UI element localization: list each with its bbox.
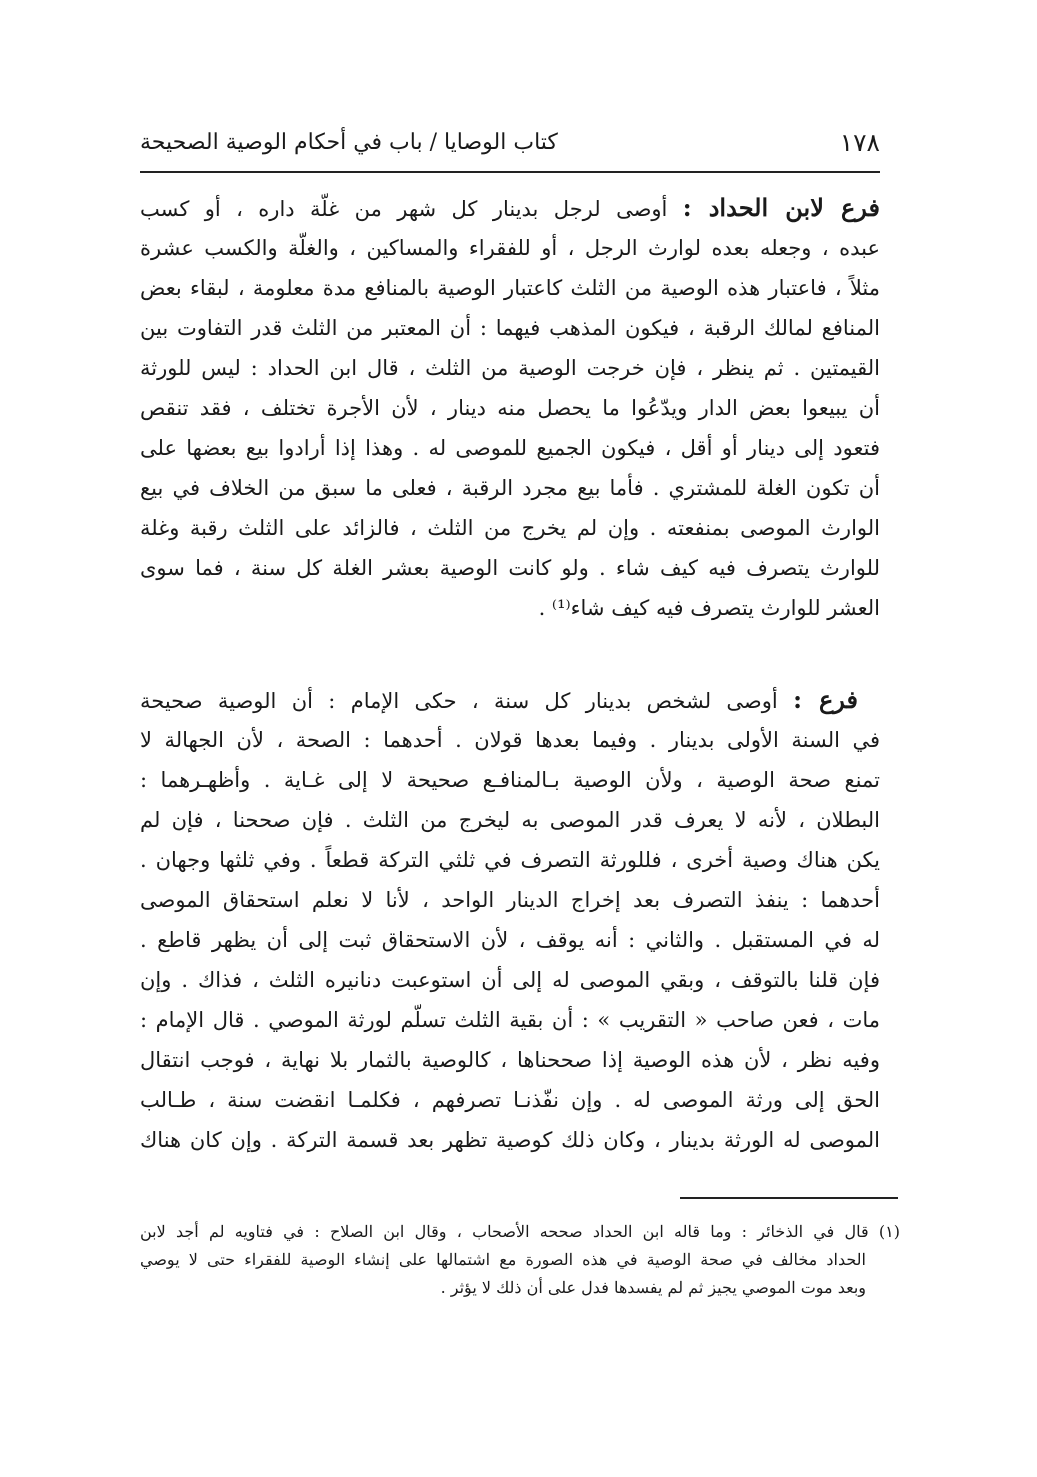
paragraph-line: أن يبيعوا بعض الدار ويدّعُوا ما يحصل منه دينار ، لأن الأجرة تختلف ، فقد تنقص — [140, 396, 880, 420]
paragraph-line: له في المستقبل . والثاني : أنه يوقف ، لأن الاستحقاق ثبت إلى أن يظهر قاطع . — [140, 928, 880, 952]
paragraph-line: القيمتين . ثم ينظر ، فإن خرجت الوصية من الثلث ، قال ابن الحداد : ليس للورثة — [140, 356, 880, 380]
footnote-line: وبعد موت الموصي يجيز ثم لم يفسدها فدل على أن ذلك لا يؤثر . — [440, 1278, 866, 1297]
paragraph-line: أن تكون الغلة للمشتري . فأما بيع مجرد الرقبة ، فعلى ما سبق من الخلاف في بيع — [140, 476, 880, 500]
paragraph-line: مثلاً ، فاعتبار هذه الوصية من الثلث كاعتبار الوصية بالمنافع مدة معلومة ، لبقاء بعض — [140, 276, 880, 300]
footnote-divider — [680, 1197, 898, 1199]
footnote-line: (١) قال في الذخائر : وما قاله ابن الحداد صححه الأصحاب ، وقال ابن الصلاح : في فتاويه لم أجد لابن — [140, 1222, 900, 1241]
paragraph-line: مات ، فعن صاحب « التقريب » : أن بقية الثلث تسلّم لورثة الموصي . قال الإمام : — [140, 1008, 880, 1032]
page-header — [140, 118, 880, 170]
paragraph-line: المنافع لمالك الرقبة ، فيكون المذهب فيهما : أن المعتبر من الثلث قدر التفاوت بين — [140, 316, 880, 340]
paragraph-line: للوارث يتصرف فيه كيف شاء . ولو كانت الوصية بعشر الغلة كل سنة ، فما سوى — [140, 556, 880, 580]
footnote — [140, 1218, 900, 1302]
paragraph-line: تمنع صحة الوصية ، ولأن الوصية بـالمنافـع صحيحة لا إلى غـاية . وأظهـرهما : — [140, 768, 880, 792]
paragraph-line: أحدهما : ينفذ التصرف بعد إخراج الدينار الواحد ، لأنا لا نعلم استحقاق الموصى — [140, 888, 880, 912]
paragraph-line: الحق إلى ورثة الموصى له . وإن نفّذنـا تصرفهم ، فكلمـا انقضت سنة ، طـالب — [140, 1088, 880, 1112]
footnote-number: (١) — [878, 1222, 900, 1241]
paragraph-line: فرع : أوصى لشخص بدينار كل سنة ، حكى الإمام : أن الوصية صحيحة — [140, 685, 858, 714]
paragraph-line: الوارث الموصى بمنفعته . وإن لم يخرج من الثلث ، فالزائد على الثلث رقبة وغلة — [140, 516, 880, 540]
page-number: ١٧٨ — [839, 128, 880, 157]
section-yearly-dinar — [140, 680, 880, 1160]
paragraph-line: يكن هناك وصية أخرى ، فللورثة التصرف في ثلثي التركة قطعاً . وفي ثلثها وجهان . — [140, 848, 880, 872]
paragraph-line: البطلان ، لأنه لا يعرف قدر الموصى به ليخرج من الثلث . فإن صححنا ، فإن لم — [140, 808, 880, 832]
section-ibn-haddad — [140, 188, 880, 628]
paragraph-line: الموصى له الورثة بدينار ، وكان ذلك كوصية تظهر بعد قسمة التركة . وإن كان هناك — [140, 1128, 880, 1152]
paragraph-line: فإن قلنا بالتوقف ، وبقي الموصى له إلى أن استوعبت دنانيره الثلث ، فذاك . وإن — [140, 968, 880, 992]
paragraph-line: فرع لابن الحداد : أوصى لرجل بدينار كل شهر من غلّة داره ، أو كسب — [140, 193, 880, 222]
header-divider — [140, 171, 880, 173]
paragraph-line: العشر للوارث يتصرف فيه كيف شاء⁽¹⁾ . — [538, 596, 880, 620]
paragraph-line: فتعود إلى دينار أو أقل ، فيكون الجميع للموصى له . وهذا إذا أرادوا بيع بعضها على — [140, 436, 880, 460]
running-title: كتاب الوصايا / باب في أحكام الوصية الصحيحة — [140, 130, 558, 155]
paragraph-line: في السنة الأولى بدينار . وفيما بعدها قولان . أحدهما : الصحة ، لأن الجهالة لا — [140, 728, 880, 752]
section-heading: فرع لابن الحداد : — [682, 193, 880, 222]
paragraph-line: وفيه نظر ، لأن هذه الوصية إذا صححناها ، كالوصية بالثمار بلا نهاية ، فوجب انتقال — [140, 1048, 880, 1072]
paragraph-line: عبده ، وجعله بعده لوارث الرجل ، أو للفقراء والمساكين ، والغلّة والكسب عشرة — [140, 236, 880, 260]
section-heading: فرع : — [793, 685, 858, 714]
footnote-line: الحداد مخالف في صحة الوصية في هذه الصورة مع اشتمالها على إنشاء الوصية للفقراء حتى لا يوصي — [140, 1250, 866, 1269]
